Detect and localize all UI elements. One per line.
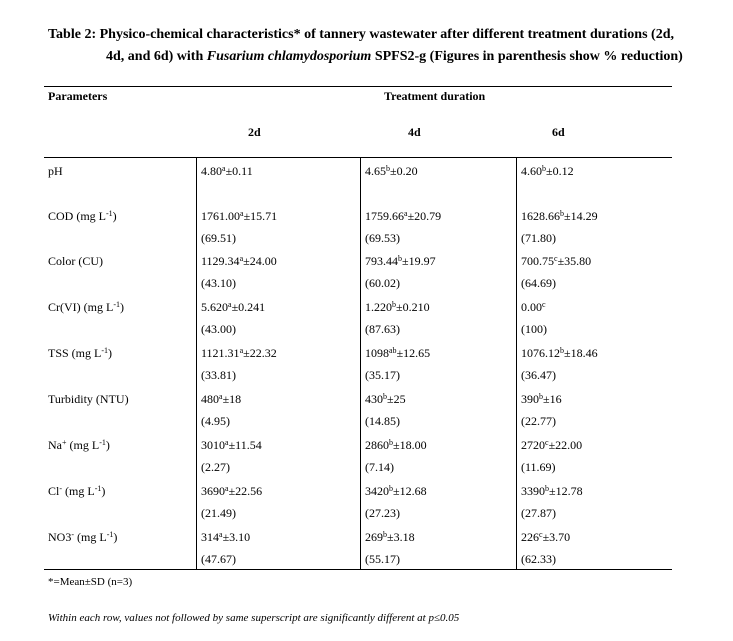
mean-value: 226 [521, 530, 539, 544]
parameter-superscript: -1 [106, 209, 113, 218]
table-cell-value [365, 346, 430, 360]
percent-reduction: (2.27) [201, 460, 230, 474]
table-cell-value [365, 254, 436, 268]
sd-value: ±22.56 [228, 484, 263, 498]
parameter-superscript: -1 [101, 346, 109, 355]
sd-value: ±35.80 [557, 254, 592, 268]
parameter-unit-close: ) [101, 484, 106, 498]
mean-value: 269 [365, 530, 383, 544]
table-cell-value [521, 346, 598, 360]
parameter-label [48, 530, 117, 544]
percent-reduction: (60.02) [365, 276, 400, 290]
mean-value: 3420 [365, 484, 389, 498]
parameter-unit-exponent: -1 [106, 530, 114, 539]
table-cell-value [521, 438, 582, 452]
mean-value: 1759.66 [365, 209, 404, 223]
significance-superscript: b [560, 346, 564, 355]
table-cell-value [201, 346, 277, 360]
table-caption [48, 24, 723, 68]
mean-value: 1098 [365, 346, 389, 360]
significance-superscript: a [228, 300, 232, 309]
percent-reduction: (55.17) [365, 552, 400, 566]
sd-value: ±0.241 [231, 300, 266, 314]
mean-value: 3010 [201, 438, 225, 452]
header-col-4d: 4d [408, 125, 421, 139]
table-cell-value [521, 164, 574, 178]
parameter-label [48, 438, 110, 452]
sd-value: ±0.11 [225, 164, 253, 178]
mean-value: 480 [201, 392, 219, 406]
parameter-name: Cr(VI) (mg L [48, 300, 114, 314]
parameter-unit-close: ) [113, 530, 118, 544]
parameter-superscript: - [59, 484, 63, 493]
mean-value: 1.220 [365, 300, 392, 314]
parameter-unit: ) [112, 209, 117, 223]
parameter-superscript: + [62, 438, 67, 447]
parameter-unit: (mg L [62, 484, 95, 498]
table-cell-value [201, 530, 250, 544]
parameter-label [48, 164, 63, 178]
sd-value: ±15.71 [243, 209, 278, 223]
percent-reduction: (43.00) [201, 322, 236, 336]
parameter-name: Color (CU) [48, 254, 103, 268]
percent-reduction: (43.10) [201, 276, 236, 290]
significance-superscript: a [219, 392, 223, 401]
percent-reduction: (87.63) [365, 322, 400, 336]
table-cell-value [201, 254, 277, 268]
sd-value: ±12.78 [549, 484, 583, 498]
sd-value: ±3.70 [542, 530, 571, 544]
table-cell-value [365, 530, 415, 544]
significance-superscript: a [240, 209, 244, 218]
parameter-label [48, 254, 103, 268]
mean-value: 0.00 [521, 300, 542, 314]
sd-value: ±18 [222, 392, 242, 406]
header-rule [44, 157, 672, 158]
significance-superscript: b [389, 484, 393, 493]
column-divider [360, 157, 361, 569]
table-cell-value [521, 530, 570, 544]
percent-reduction: (4.95) [201, 414, 230, 428]
table-cell-value [521, 484, 583, 498]
percent-reduction: (47.67) [201, 552, 236, 566]
significance-superscript: b [386, 164, 390, 173]
mean-value: 2860 [365, 438, 389, 452]
table-cell-value [521, 254, 591, 268]
parameter-unit-close: ) [105, 438, 110, 452]
parameter-superscript: - [71, 530, 75, 539]
percent-reduction: (69.51) [201, 231, 236, 245]
parameter-unit: (mg L [66, 438, 100, 452]
percent-reduction: (62.33) [521, 552, 556, 566]
bottom-rule [44, 569, 672, 570]
column-divider [516, 157, 517, 569]
percent-reduction: (7.14) [365, 460, 394, 474]
significance-superscript: a [404, 209, 408, 218]
sd-value: ±18.46 [564, 346, 598, 360]
sd-value: ±16 [543, 392, 562, 406]
sd-value: ±19.97 [402, 254, 436, 268]
table-cell-value [365, 392, 406, 406]
mean-value: 1761.00 [201, 209, 240, 223]
mean-value: 4.80 [201, 164, 222, 178]
parameter-label [48, 300, 124, 314]
header-parameters: Parameters [48, 89, 108, 103]
sd-value: ±12.68 [393, 484, 427, 498]
mean-value: 314 [201, 530, 219, 544]
significance-superscript: b [539, 392, 543, 401]
mean-value: 5.620 [201, 300, 228, 314]
significance-superscript: b [542, 164, 546, 173]
mean-value: 4.65 [365, 164, 386, 178]
sd-value: ±22.32 [243, 346, 277, 360]
parameter-name: Na [48, 438, 62, 452]
parameter-unit-exponent: -1 [99, 438, 106, 447]
table-cell-value [521, 392, 562, 406]
percent-reduction: (27.87) [521, 506, 556, 520]
sd-value: ±12.65 [396, 346, 431, 360]
table-cell-value [201, 484, 262, 498]
table-cell-value [365, 484, 427, 498]
parameter-name: Cl [48, 484, 60, 498]
table-cell-value [365, 209, 441, 223]
mean-value: 3690 [201, 484, 225, 498]
table-cell-value [201, 164, 253, 178]
significance-superscript: b [383, 530, 387, 539]
significance-superscript: c [539, 530, 543, 539]
parameter-name: COD (mg L [48, 209, 106, 223]
sd-value: ±3.18 [387, 530, 415, 544]
significance-superscript: b [383, 392, 387, 401]
percent-reduction: (22.77) [521, 414, 556, 428]
significance-superscript: a [239, 346, 244, 355]
significance-superscript: b [398, 254, 402, 263]
table-cell-value [365, 438, 427, 452]
sd-value: ±0.12 [546, 164, 574, 178]
significance-superscript: c [554, 254, 558, 263]
table-cell-value [365, 300, 430, 314]
table-cell-value [365, 164, 418, 178]
percent-reduction: (69.53) [365, 231, 400, 245]
mean-value: 3390 [521, 484, 545, 498]
sd-value: ±22.00 [548, 438, 583, 452]
column-divider [196, 157, 197, 569]
sd-value: ±14.29 [564, 209, 598, 223]
significance-superscript: b [560, 209, 564, 218]
percent-reduction: (21.49) [201, 506, 236, 520]
sd-value: ±0.20 [390, 164, 418, 178]
mean-value: 1121.31 [201, 346, 240, 360]
parameter-unit-exponent: -1 [94, 484, 102, 493]
caption-line2: 4d, and 6d) with Fusarium chlamydosporium SPFS2-g (Figures in parenthesis show % reduction) [106, 49, 683, 64]
parameter-label [48, 209, 117, 223]
sd-value: ±0.210 [396, 300, 430, 314]
parameter-unit: (mg L [74, 530, 107, 544]
parameter-name: TSS (mg L [48, 346, 102, 360]
mean-value: 1129.34 [201, 254, 240, 268]
sd-value: ±25 [387, 392, 406, 406]
parameter-name: Turbidity (NTU) [48, 392, 129, 406]
percent-reduction: (33.81) [201, 368, 236, 382]
header-treatment-duration: Treatment duration [384, 89, 486, 103]
percent-reduction: (64.69) [521, 276, 556, 290]
table-cell-value [201, 209, 277, 223]
parameter-name: NO3 [48, 530, 72, 544]
significance-superscript: a [219, 530, 223, 539]
parameter-superscript: -1 [113, 300, 120, 309]
significance-superscript: a [225, 484, 229, 493]
parameter-name: pH [48, 164, 63, 178]
mean-value: 1628.66 [521, 209, 560, 223]
significance-superscript: a [239, 254, 244, 263]
significance-superscript: b [545, 484, 549, 493]
sd-value: ±24.00 [243, 254, 277, 268]
percent-reduction: (14.85) [365, 414, 400, 428]
header-col-6d: 6d [552, 125, 565, 139]
parameter-label [48, 346, 112, 360]
mean-value: 390 [521, 392, 539, 406]
significance-superscript: a [222, 164, 226, 173]
significance-superscript: c [542, 300, 546, 309]
table-cell-value [201, 392, 241, 406]
significance-superscript: a [225, 438, 229, 447]
mean-value: 430 [365, 392, 383, 406]
parameter-label [48, 484, 105, 498]
caption-line1: Table 2: Physico-chemical characteristics* of tannery wastewater after different treatment durations (2d, [48, 27, 674, 42]
mean-value: 700.75 [521, 254, 554, 268]
header-col-2d: 2d [248, 125, 261, 139]
table-cell-value [201, 300, 265, 314]
mean-value: 1076.12 [521, 346, 560, 360]
mean-value: 793.44 [365, 254, 398, 268]
parameter-unit: ) [120, 300, 124, 314]
parameter-label [48, 392, 129, 406]
sd-value: ±11.54 [228, 438, 262, 452]
sd-value: ±18.00 [393, 438, 427, 452]
organism-name: Fusarium chlamydosporium [206, 49, 372, 64]
footnote-mean-sd: *=Mean±SD (n=3) [48, 576, 133, 588]
percent-reduction: (35.17) [365, 368, 400, 382]
significance-superscript: b [389, 438, 393, 447]
top-rule [44, 86, 672, 87]
parameter-unit: ) [108, 346, 113, 360]
significance-superscript: c [545, 438, 549, 447]
sd-value: ±3.10 [222, 530, 251, 544]
significance-superscript: b [392, 300, 396, 309]
mean-value: 2720 [521, 438, 545, 452]
percent-reduction: (36.47) [521, 368, 556, 382]
significance-superscript: ab [389, 346, 397, 355]
percent-reduction: (100) [521, 322, 547, 336]
percent-reduction: (11.69) [521, 460, 556, 474]
table-cell-value [201, 438, 262, 452]
percent-reduction: (27.23) [365, 506, 400, 520]
table-cell-value [521, 300, 546, 314]
mean-value: 4.60 [521, 164, 542, 178]
percent-reduction: (71.80) [521, 231, 556, 245]
footnote-significance: Within each row, values not followed by same superscript are significantly different at p≤0.05 [48, 612, 460, 624]
sd-value: ±20.79 [407, 209, 442, 223]
table-cell-value [521, 209, 598, 223]
